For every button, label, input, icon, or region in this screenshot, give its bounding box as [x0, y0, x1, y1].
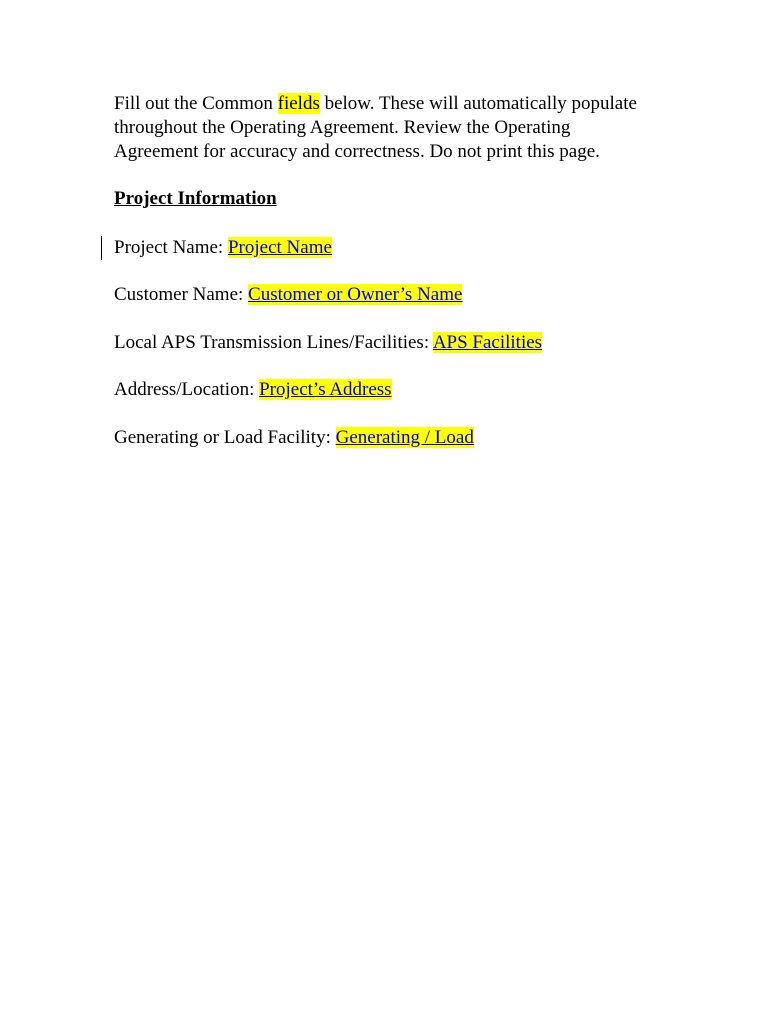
fields-highlighted-word: fields	[277, 93, 320, 114]
intro-line-1	[114, 92, 714, 116]
field-row-aps-facilities	[114, 331, 542, 355]
field-label-project-name: Project Name:	[114, 237, 228, 258]
field-label-address-location: Address/Location:	[114, 379, 260, 400]
intro-paragraph	[114, 92, 714, 164]
intro-line-2: throughout the Operating Agreement. Review the Operating	[114, 117, 571, 138]
revision-change-bar	[101, 236, 102, 260]
field-row-address-location	[114, 378, 392, 402]
intro-line-1-end: below. These will automatically populate	[319, 93, 637, 114]
field-row-project-name	[114, 236, 332, 260]
section-heading-project-information: Project Information	[114, 188, 277, 209]
field-label-generating-or-load: Generating or Load Facility:	[114, 427, 336, 448]
field-value-generating-or-load[interactable]: Generating / Load	[335, 427, 474, 448]
field-value-customer-name[interactable]: Customer or Owner’s Name	[248, 284, 463, 305]
intro-line-3: Agreement for accuracy and correctness. Do not print this page.	[114, 141, 600, 162]
field-value-address-location[interactable]: Project’s Address	[259, 379, 392, 400]
field-label-aps-facilities: Local APS Transmission Lines/Facilities:	[114, 332, 433, 353]
field-row-customer-name	[114, 283, 462, 307]
field-row-generating-or-load	[114, 426, 474, 450]
intro-line-1-start: Fill out the Common	[114, 93, 278, 114]
field-value-aps-facilities[interactable]: APS Facilities	[432, 332, 543, 353]
field-value-project-name[interactable]: Project Name	[227, 237, 332, 258]
field-label-customer-name: Customer Name:	[114, 284, 249, 305]
